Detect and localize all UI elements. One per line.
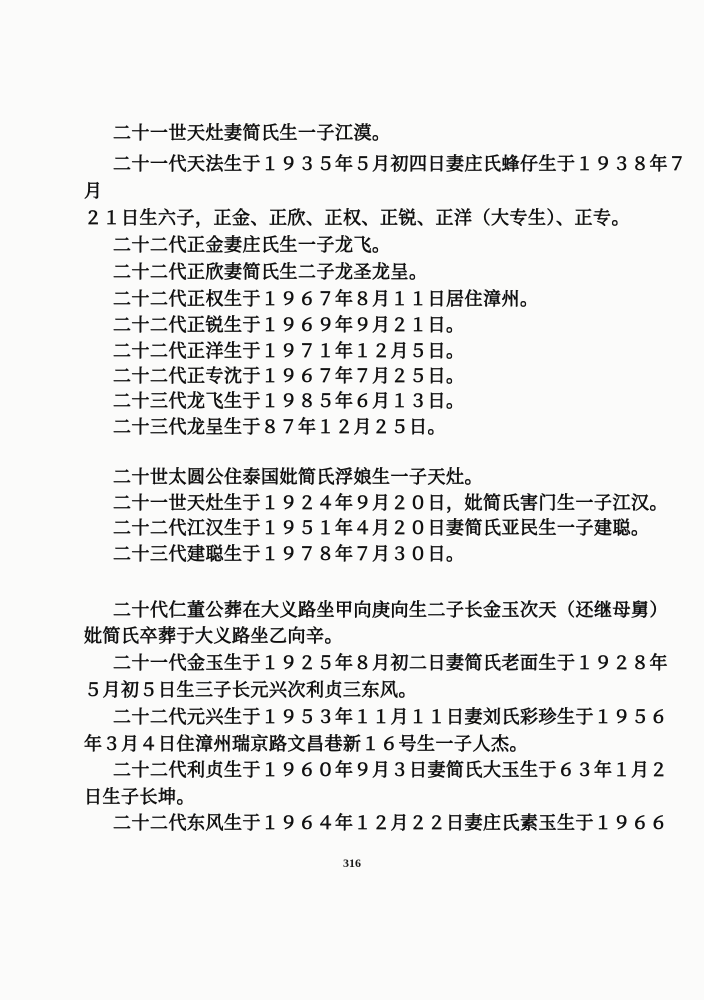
text-line: 二十三代建聪生于１９７８年７月３０日。 — [113, 544, 465, 565]
text-line: 二十二代正权生于１９６７年８月１１日居住漳州。 — [113, 289, 539, 310]
text-line: 二十二代正欣妻简氏生二子龙圣龙呈。 — [113, 262, 428, 283]
text-line: 二十代仁董公葬在大义路坐甲向庚向生二子长金玉次天（还继母舅） — [113, 600, 668, 621]
text-line: 妣简氏卒葬于大义路坐乙向辛。 — [84, 626, 343, 647]
text-line: 二十二代正金妻庄氏生一子龙飞。 — [113, 235, 391, 256]
text-line: 二十二代江汉生于１９５１年４月２０日妻简氏亚民生一子建聪。 — [113, 518, 650, 539]
text-line: 二十一世天灶生于１９２４年９月２０日，妣简氏害门生一子江汉。 — [113, 493, 668, 514]
text-line: 二十一代金玉生于１９２５年８月初二日妻简氏老面生于１９２８年 — [113, 653, 668, 674]
text-line: 二十二代正洋生于１９７１年１２月５日。 — [113, 341, 465, 362]
text-line: 月 — [84, 181, 103, 202]
text-line: 二十三代龙飞生于１９８５年６月１３日。 — [113, 391, 465, 412]
text-line: 二十一世天灶妻简氏生一子江漠。 — [113, 123, 391, 144]
text-line: 二十二代利贞生于１９６０年９月３日妻简氏大玉生于６３年１月２ — [113, 760, 668, 781]
text-line: ２１日生六子，正金、正欣、正权、正锐、正洋（大专生）、正专。 — [84, 208, 630, 229]
text-line: 二十二代正锐生于１９６９年９月２１日。 — [113, 315, 465, 336]
text-line: 日生子长坤。 — [84, 787, 195, 808]
text-line: 年３月４日住漳州瑞京路文昌巷新１６号生一子人杰。 — [84, 734, 528, 755]
page-number: 316 — [343, 856, 361, 870]
text-line: ５月初５日生三子长元兴次利贞三东风。 — [84, 680, 417, 701]
text-line: 二十三代龙呈生于８７年１２月２５日。 — [113, 417, 446, 438]
text-line: 二十世太圆公住泰国妣简氏浮娘生一子天灶。 — [113, 467, 483, 488]
text-line: 二十二代东风生于１９６４年１２月２２日妻庄氏素玉生于１９６６ — [113, 813, 668, 834]
text-line: 二十二代元兴生于１９５３年１１月１１日妻刘氏彩珍生于１９５６ — [113, 707, 668, 728]
text-line: 二十二代正专沈于１９６７年７月２５日。 — [113, 366, 465, 387]
text-line: 二十一代天法生于１９３５年５月初四日妻庄氏蜂仔生于１９３８年７ — [113, 154, 687, 175]
